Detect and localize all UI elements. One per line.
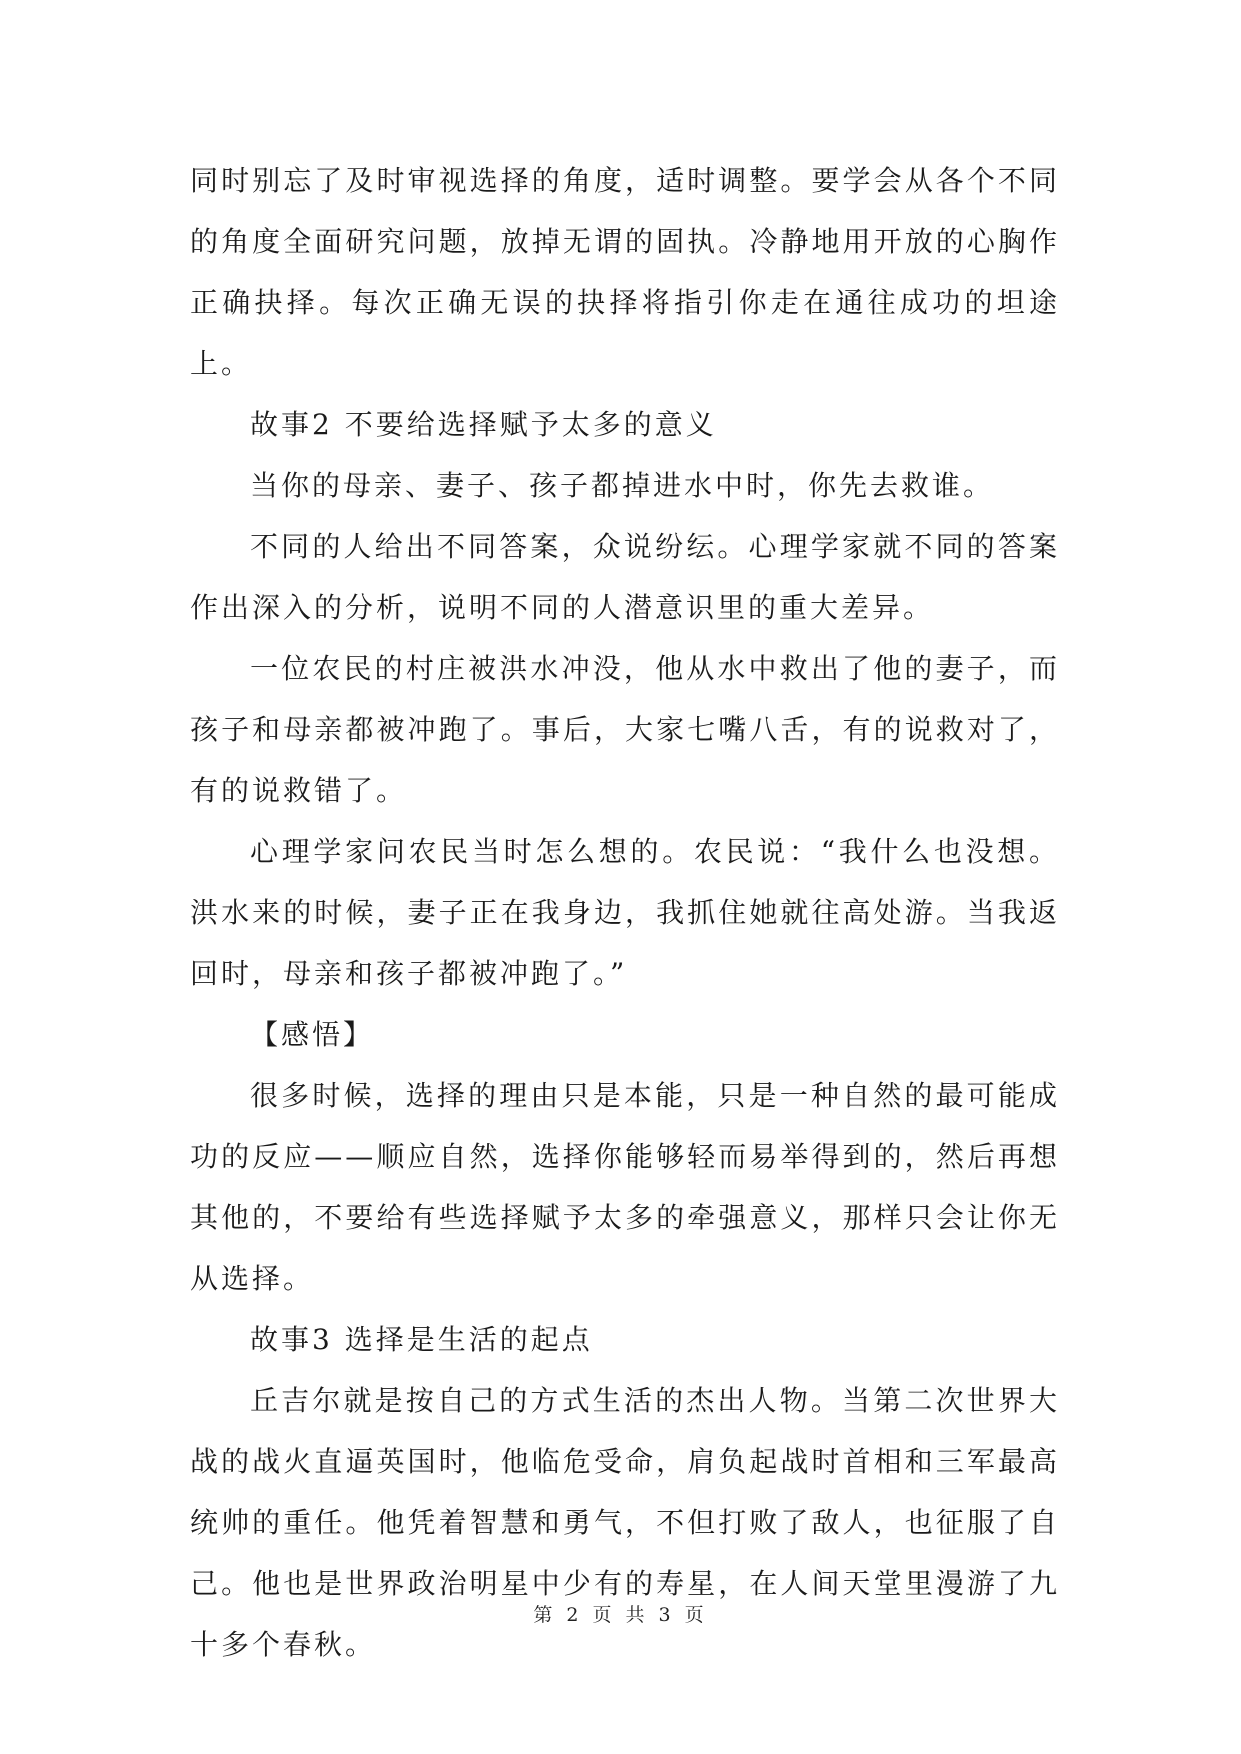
paragraph: 不同的人给出不同答案，众说纷纭。心理学家就不同的答案作出深入的分析，说明不同的人潜意识里的重大差异。 [190,530,1060,624]
insight-heading: 【感悟】 [250,1018,375,1051]
paragraph: 一位农民的村庄被洪水冲没，他从水中救出了他的妻子，而孩子和母亲都被冲跑了。事后，大家七嘴八舌，有的说救对了，有的说救错了。 [190,652,1060,807]
story-3-heading: 故事3 选择是生活的起点 [250,1323,593,1356]
paragraph-continuation: 同时别忘了及时审视选择的角度，适时调整。要学会从各个不同的角度全面研究问题，放掉无谓的固执。冷静地用开放的心胸作正确抉择。每次正确无误的抉择将指引你走在通往成功的坦途上。 [190,164,1060,380]
paragraph: 当你的母亲、妻子、孩子都掉进水中时，你先去救谁。 [250,469,995,502]
paragraph: 丘吉尔就是按自己的方式生活的杰出人物。当第二次世界大战的战火直逼英国时，他临危受命，肩负起战时首相和三军最高统帅的重任。他凭着智慧和勇气，不但打败了敌人，也征服了自己。他也是世界政治明星中少有的寿星，在人间天堂里漫游了九十多个春秋。 [190,1384,1060,1661]
page-number-footer: 第 2 页 共 3 页 [533,1604,708,1626]
paragraph: 很多时候，选择的理由只是本能，只是一种自然的最可能成功的反应——顺应自然，选择你能够轻而易举得到的，然后再想其他的，不要给有些选择赋予太多的牵强意义，那样只会让你无从选择。 [190,1079,1060,1295]
document-body [190,150,1060,1675]
paragraph: 心理学家问农民当时怎么想的。农民说：“我什么也没想。洪水来的时候，妻子正在我身边，我抓住她就往高处游。当我返回时，母亲和孩子都被冲跑了。” [190,835,1060,990]
story-2-heading: 故事2 不要给选择赋予太多的意义 [250,408,717,441]
